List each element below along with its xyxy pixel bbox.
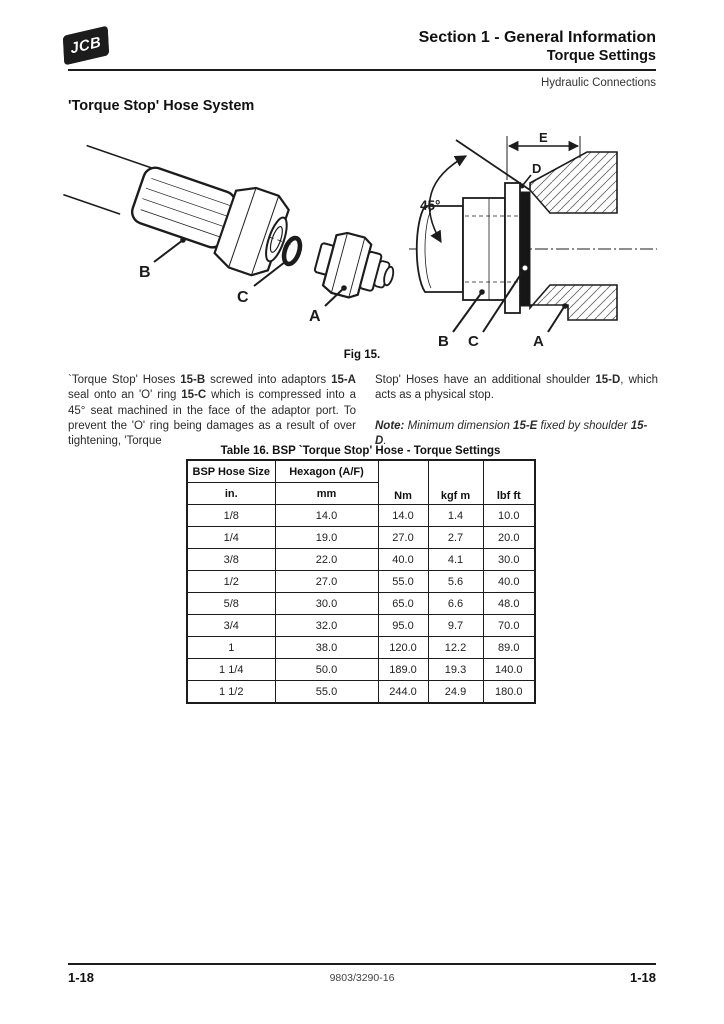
cell-lbfft: 20.0 (483, 527, 535, 549)
torque-settings-table (186, 459, 536, 704)
cell-hex: 14.0 (275, 505, 378, 527)
hose-end-section (417, 206, 463, 292)
footer-rule (68, 963, 656, 965)
cell-size: 1 1/2 (187, 681, 275, 704)
footer-doc-ref: 9803/3290-16 (329, 972, 395, 984)
cell-nm: 120.0 (378, 637, 428, 659)
cell-size: 1 1/4 (187, 659, 275, 681)
torque-stop-hose-diagram (57, 128, 669, 352)
header-context: Hydraulic Connections (540, 77, 656, 89)
col-header-lbfft: lbf ft (483, 460, 535, 505)
table-row (187, 637, 535, 659)
label-shoulder-d: D (532, 161, 542, 176)
cell-lbfft: 40.0 (483, 571, 535, 593)
cell-hex: 19.0 (275, 527, 378, 549)
col-header-size: BSP Hose Size (187, 460, 275, 483)
table-row (187, 571, 535, 593)
cell-hex: 30.0 (275, 593, 378, 615)
label-section-adaptor-a: A (533, 333, 544, 350)
table-row (187, 659, 535, 681)
cell-hex: 27.0 (275, 571, 378, 593)
cell-nm: 189.0 (378, 659, 428, 681)
cell-nm: 55.0 (378, 571, 428, 593)
cell-size: 3/4 (187, 615, 275, 637)
cell-hex: 38.0 (275, 637, 378, 659)
cell-size: 3/8 (187, 549, 275, 571)
cell-kgfm: 12.2 (428, 637, 483, 659)
cell-nm: 40.0 (378, 549, 428, 571)
cell-lbfft: 89.0 (483, 637, 535, 659)
cell-lbfft: 30.0 (483, 549, 535, 571)
note-text: Note: Minimum dimension 15-E fixed by shoulder 15-D. (375, 419, 648, 447)
cell-kgfm: 2.7 (428, 527, 483, 549)
jcb-logo (63, 26, 109, 66)
torque-table-block (186, 445, 535, 704)
figure-caption: Fig 15. (343, 349, 381, 361)
table-row (187, 593, 535, 615)
cell-nm: 65.0 (378, 593, 428, 615)
cross-section-view (409, 130, 657, 350)
cell-kgfm: 5.6 (428, 571, 483, 593)
cell-kgfm: 1.4 (428, 505, 483, 527)
adaptor (310, 227, 400, 307)
table-header-row-1 (187, 460, 535, 483)
cell-nm: 95.0 (378, 615, 428, 637)
cell-kgfm: 24.9 (428, 681, 483, 704)
cell-lbfft: 180.0 (483, 681, 535, 704)
figure-15 (57, 128, 669, 352)
compressed-o-ring (520, 192, 530, 306)
footer-page-number-right: 1-18 (629, 970, 656, 985)
label-seat-angle: 45° (420, 198, 441, 213)
cell-size: 1 (187, 637, 275, 659)
col-header-kgfm: kgf m (428, 460, 483, 505)
cell-nm: 14.0 (378, 505, 428, 527)
cell-kgfm: 9.7 (428, 615, 483, 637)
cell-lbfft: 140.0 (483, 659, 535, 681)
label-section-hose-b: B (438, 333, 449, 350)
page-title: 'Torque Stop' Hose System (68, 98, 255, 114)
body-paragraph-right: Stop' Hoses have an additional shoulder 15-D, which acts as a physical stop. (375, 374, 658, 402)
cell-hex: 55.0 (275, 681, 378, 704)
cell-nm: 244.0 (378, 681, 428, 704)
cell-hex: 50.0 (275, 659, 378, 681)
col-header-nm: Nm (378, 460, 428, 505)
jcb-logo-text: JCB (69, 33, 103, 58)
cell-hex: 32.0 (275, 615, 378, 637)
table-row (187, 527, 535, 549)
table-row (187, 615, 535, 637)
label-section-oring-c: C (468, 333, 479, 350)
label-oring-c: C (237, 289, 249, 306)
col-unit-mm: mm (275, 483, 378, 505)
body-column-right (375, 373, 658, 449)
port-wall-lower (530, 285, 617, 320)
section-title: Section 1 - General Information (418, 29, 656, 46)
col-header-hex: Hexagon (A/F) (275, 460, 378, 483)
cell-hex: 22.0 (275, 549, 378, 571)
cell-kgfm: 19.3 (428, 659, 483, 681)
cell-kgfm: 6.6 (428, 593, 483, 615)
footer-page-number-left: 1-18 (68, 970, 95, 985)
table-row (187, 681, 535, 704)
label-adaptor-a: A (309, 308, 321, 325)
cell-size: 5/8 (187, 593, 275, 615)
port-wall-upper (530, 152, 617, 213)
cell-size: 1/8 (187, 505, 275, 527)
hose-assembly-view (58, 129, 400, 325)
header-rule (68, 69, 656, 71)
cell-size: 1/4 (187, 527, 275, 549)
cell-kgfm: 4.1 (428, 549, 483, 571)
cell-size: 1/2 (187, 571, 275, 593)
body-paragraph-left: `Torque Stop' Hoses 15-B screwed into adaptors 15-A seal onto an 'O' ring 15-C which is compressed into a 45° seat machined in the face of the adaptor port. To prevent the 'O' ring being damages as a result of over tightening, 'Torque (68, 374, 356, 448)
section-subtitle: Torque Settings (546, 47, 656, 64)
label-hose-b: B (139, 264, 151, 281)
cell-lbfft: 10.0 (483, 505, 535, 527)
table-row (187, 549, 535, 571)
table-title: Table 16. BSP `Torque Stop' Hose - Torque Settings (220, 445, 501, 457)
cell-lbfft: 70.0 (483, 615, 535, 637)
label-depth-e: E (539, 130, 548, 145)
col-unit-in: in. (187, 483, 275, 505)
cell-nm: 27.0 (378, 527, 428, 549)
cell-lbfft: 48.0 (483, 593, 535, 615)
table-row (187, 505, 535, 527)
header-titles (419, 29, 656, 65)
